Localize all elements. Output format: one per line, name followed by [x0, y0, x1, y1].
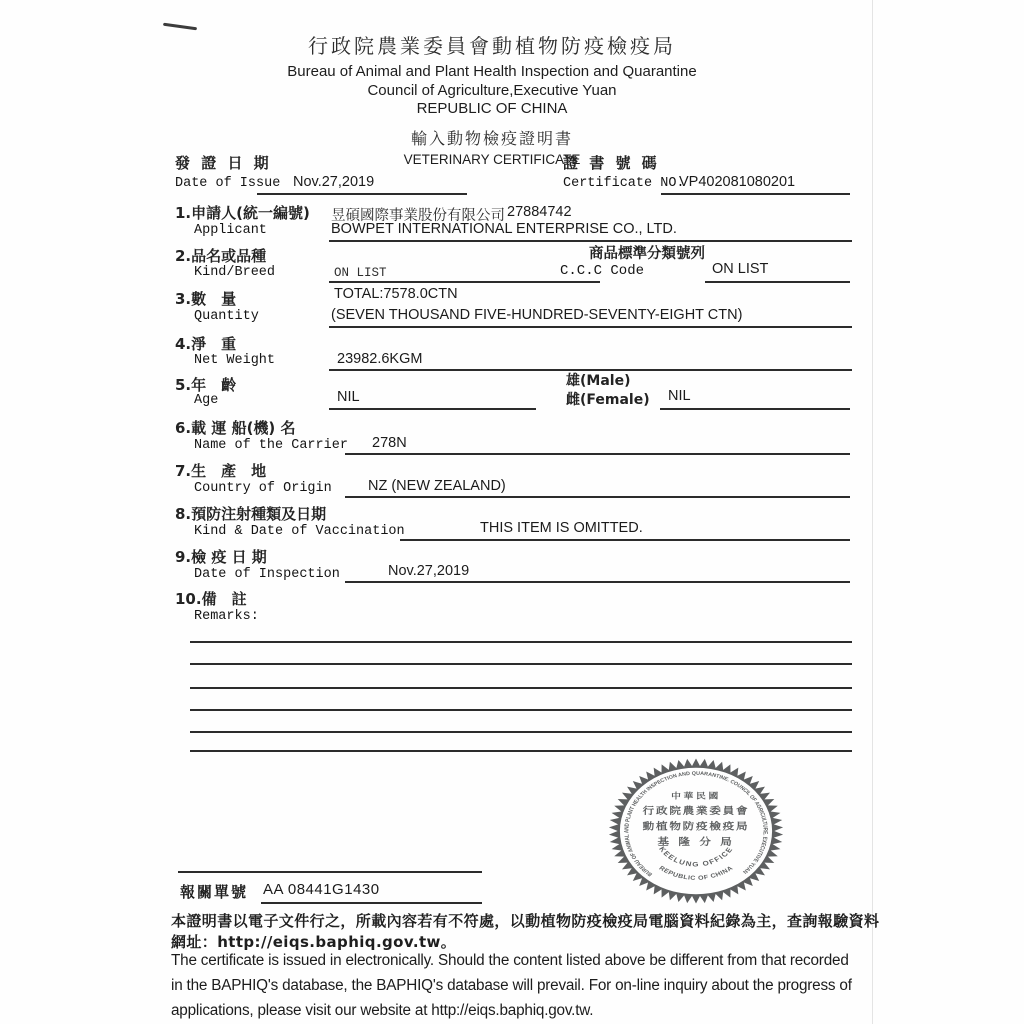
remarks-label-cn: 10.備 註	[175, 590, 247, 608]
origin-label-cn: 7.生 產 地	[175, 462, 267, 480]
age-label-en: Age	[194, 393, 219, 408]
seal-line4-cn: 基 隆 分 局	[657, 836, 735, 848]
remarks-line-4	[190, 709, 852, 711]
issue-date-label-cn: 發 證 日 期	[175, 154, 272, 172]
quantity-total: TOTAL:7578.0CTN	[334, 286, 458, 302]
ccc-underline	[705, 281, 850, 283]
inspection-label-cn: 9.檢 疫 日 期	[175, 548, 267, 566]
kind-label-cn: 2.品名或品種	[175, 247, 267, 265]
ccc-code-value: ON LIST	[712, 261, 769, 277]
ccc-code-label: C.C.C Code	[560, 263, 645, 279]
issue-date-underline	[257, 193, 467, 195]
certificate-no-underline	[661, 193, 850, 195]
remarks-line-1	[190, 641, 852, 643]
remarks-line-6	[190, 750, 852, 752]
certificate-no-label-en: Certificate NO.	[563, 176, 685, 191]
doc-title-en: VETERINARY CERTIFICATE	[403, 151, 581, 167]
seal-line1-cn: 中華民國	[671, 792, 721, 802]
applicant-name-en: BOWPET INTERNATIONAL ENTERPRISE CO., LTD.	[331, 221, 677, 237]
seal-country-en: REPUBLIC OF CHINA	[657, 865, 735, 882]
customs-top-line	[178, 871, 482, 873]
customs-value: AA 08441G1430	[263, 881, 380, 898]
applicant-name-cn: 昱碩國際事業股份有限公司	[331, 208, 505, 224]
quantity-words: (SEVEN THOUSAND FIVE-HUNDRED-SEVENTY-EIGHT CTN)	[331, 307, 743, 323]
inspection-value: Nov.27,2019	[388, 563, 470, 579]
doc-title-cn: 輸入動物檢疫證明書	[410, 128, 573, 148]
inspection-label-en: Date of Inspection	[194, 567, 340, 582]
inspection-underline	[345, 581, 850, 583]
agency-title-en: Bureau of Animal and Plant Health Inspection and Quarantine	[287, 63, 697, 80]
quantity-underline	[329, 326, 852, 328]
footer-en-line3: applications, please visit our website at http://eiqs.baphiq.gov.tw.	[171, 1002, 594, 1019]
age-label-cn: 5.年 齡	[175, 376, 237, 394]
carrier-label-en: Name of the Carrier	[194, 438, 348, 453]
issue-date-label-en: Date of Issue	[175, 176, 281, 191]
council-line: Council of Agriculture,Executive Yuan	[367, 81, 617, 99]
remarks-label-en: Remarks:	[194, 609, 259, 624]
official-seal-keelung-office	[607, 757, 785, 905]
vaccination-value: THIS ITEM IS OMITTED.	[480, 520, 643, 536]
vaccination-underline	[400, 539, 850, 541]
age-value: NIL	[337, 389, 360, 405]
kind-value: ON LIST	[334, 266, 387, 280]
document-header	[132, 30, 852, 167]
footer-en-line2: in the BAPHIQ's database, the BAPHIQ's database will prevail. For on-line inquiry about the progress of	[171, 977, 852, 994]
applicant-label-en: Applicant	[194, 223, 267, 238]
origin-label-en: Country of Origin	[194, 481, 332, 496]
origin-value: NZ (NEW ZEALAND)	[368, 478, 506, 494]
age-male-label: 雄(Male)	[566, 373, 631, 389]
seal-line2-cn: 行政院農業委員會	[642, 804, 750, 817]
origin-underline	[345, 496, 850, 498]
applicant-reg-no: 27884742	[507, 204, 572, 220]
remarks-line-3	[190, 687, 852, 689]
footer-cn-line2: 網址：http://eiqs.baphiq.gov.tw。	[171, 933, 457, 951]
certificate-no-value: VP402081080201	[679, 174, 796, 190]
scan-page-edge-line	[872, 0, 873, 1024]
age-female-underline	[660, 408, 850, 410]
issue-date-value: Nov.27,2019	[293, 174, 375, 190]
age-female-label: 雌(Female)	[566, 392, 650, 408]
net-weight-label-cn: 4.淨 重	[175, 335, 237, 353]
carrier-underline	[345, 453, 850, 455]
carrier-value: 278N	[372, 435, 407, 451]
age-female-value: NIL	[668, 388, 691, 404]
carrier-label-cn: 6.載 運 船(機) 名	[175, 419, 296, 437]
certificate-no-label-cn: 證 書 號 碼	[563, 154, 660, 172]
seal-office-en: KEELUNG OFFICE	[656, 845, 736, 869]
vaccination-label-cn: 8.預防注射種類及日期	[175, 505, 327, 523]
customs-underline	[261, 902, 482, 904]
kind-underline	[329, 281, 600, 283]
remarks-line-5	[190, 731, 852, 733]
country-line: REPUBLIC OF CHINA	[416, 100, 568, 117]
applicant-label-cn: 1.申請人(統一編號)	[175, 204, 310, 222]
agency-title-cn: 行政院農業委員會動植物防疫檢疫局	[308, 34, 676, 58]
footer-en-paragraph	[171, 948, 852, 1023]
net-weight-label-en: Net Weight	[194, 353, 276, 368]
footer-en-line1: The certificate is issued in electronically. Should the content listed above be different from that recorded	[171, 952, 849, 969]
net-weight-value: 23982.6KGM	[337, 351, 423, 367]
customs-label-cn: 報關單號	[180, 883, 249, 901]
quantity-label-cn: 3.數 量	[175, 290, 237, 308]
ccc-header-cn: 商品標準分類號列	[589, 246, 705, 262]
kind-label-en: Kind/Breed	[194, 265, 276, 280]
quantity-label-en: Quantity	[194, 309, 259, 324]
vaccination-label-en: Kind & Date of Vaccination	[194, 524, 405, 539]
seal-ring-text: BUREAU OF ANIMAL AND PLANT HEALTH INSPECTION AND QUARANTINE. COUNCIL OF AGRICULTURE. EXECUTIVE YUAN	[623, 771, 769, 877]
remarks-line-2	[190, 663, 852, 665]
footer-cn-line1: 本證明書以電子文件行之，所載內容若有不符處，以動植物防疫檢疫局電腦資料紀錄為主，查詢報驗資料	[171, 912, 880, 930]
seal-line3-cn: 動植物防疫檢疫局	[642, 820, 750, 833]
age-underline	[329, 408, 536, 410]
